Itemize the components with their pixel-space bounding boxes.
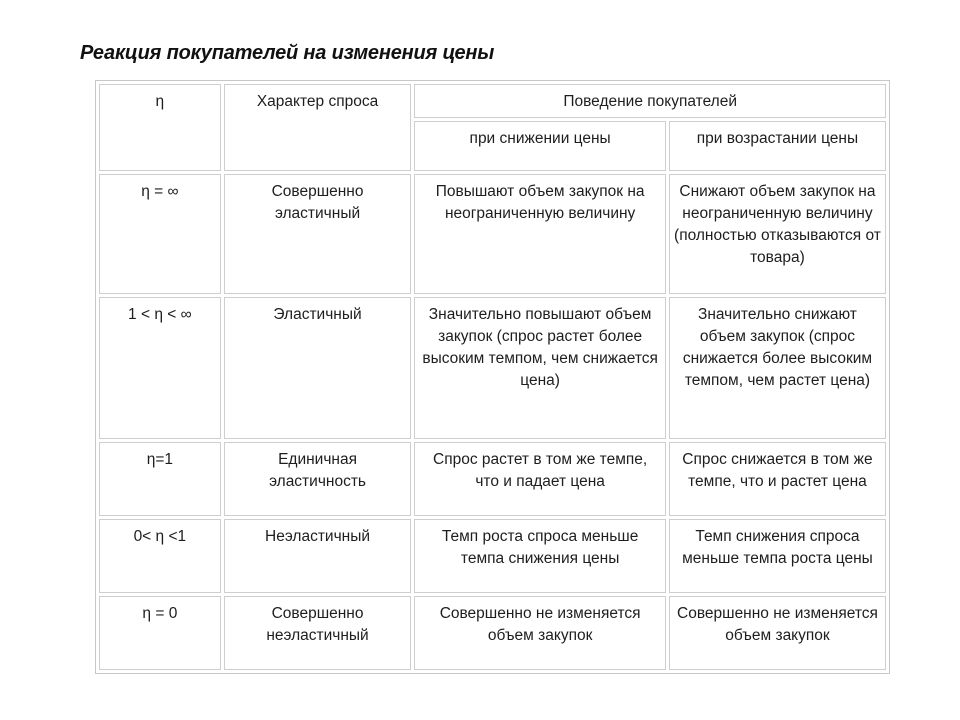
cell-price-decrease: Повышают объем закупок на неограниченную величину: [414, 174, 666, 294]
cell-price-increase: Темп снижения спроса меньше темпа роста цены: [669, 519, 886, 593]
cell-eta: 1 < η < ∞: [99, 297, 221, 439]
cell-demand-type: Единичная эластичность: [224, 442, 412, 516]
table-row: [99, 297, 886, 439]
cell-price-increase: Значительно снижают объем закупок (спрос снижается более высоким темпом, чем растет цена): [669, 297, 886, 439]
cell-demand-type: Совершенно эластичный: [224, 174, 412, 294]
cell-price-decrease: Темп роста спроса меньше темпа снижения цены: [414, 519, 666, 593]
table-row: [99, 442, 886, 516]
table-row: [99, 596, 886, 670]
table-header-row: [99, 84, 886, 118]
table-row: [99, 174, 886, 294]
cell-price-decrease: Совершенно не изменяется объем закупок: [414, 596, 666, 670]
header-price-increase: при возрастании цены: [669, 121, 886, 171]
header-buyer-behavior: Поведение покупателей: [414, 84, 886, 118]
header-price-decrease: при снижении цены: [414, 121, 666, 171]
header-demand-type: Характер спроса: [224, 84, 412, 171]
cell-eta: η=1: [99, 442, 221, 516]
cell-price-decrease: Спрос растет в том же темпе, что и падает цена: [414, 442, 666, 516]
table-row: [99, 519, 886, 593]
cell-price-increase: Снижают объем закупок на неограниченную величину (полностью отказываются от товара): [669, 174, 886, 294]
header-eta: η: [99, 84, 221, 171]
cell-demand-type: Эластичный: [224, 297, 412, 439]
price-reaction-table: [95, 80, 890, 674]
cell-demand-type: Неэластичный: [224, 519, 412, 593]
cell-eta: η = ∞: [99, 174, 221, 294]
cell-eta: 0< η <1: [99, 519, 221, 593]
cell-price-increase: Совершенно не изменяется объем закупок: [669, 596, 886, 670]
cell-price-increase: Спрос снижается в том же темпе, что и растет цена: [669, 442, 886, 516]
page-title: Реакция покупателей на изменения цены: [80, 42, 495, 64]
cell-demand-type: Совершенно неэластичный: [224, 596, 412, 670]
cell-price-decrease: Значительно повышают объем закупок (спрос растет более высоким темпом, чем снижается цена): [414, 297, 666, 439]
cell-eta: η = 0: [99, 596, 221, 670]
